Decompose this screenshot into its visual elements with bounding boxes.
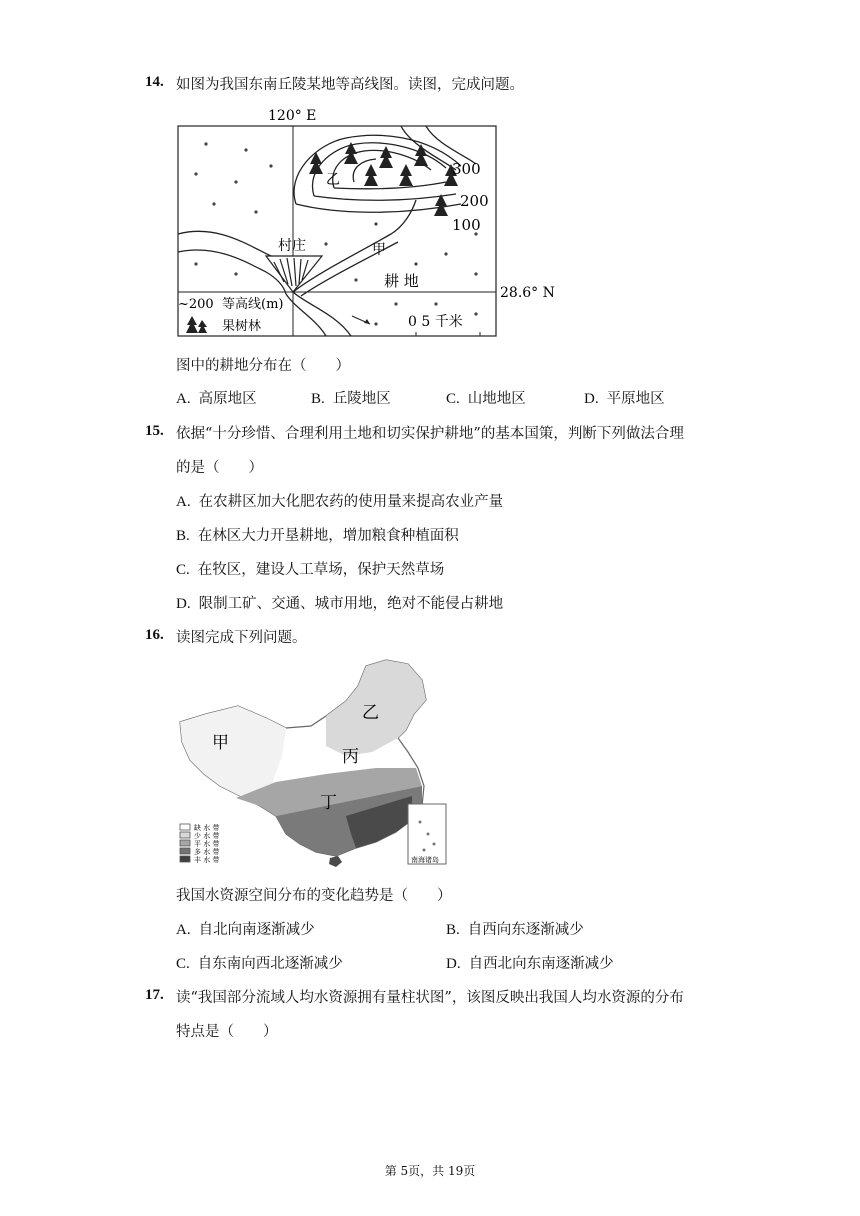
region-ding-label: 丁 [320, 793, 337, 813]
legend-contour-value: ~200 [178, 297, 214, 312]
legend-swatch-4 [180, 848, 190, 854]
q14-stem: 如图为我国东南丘陵某地等高线图。读图，完成问题。 [176, 77, 524, 93]
q14-option-c[interactable]: C. 山地地区 [446, 391, 526, 407]
region-jia-label: 甲 [212, 733, 229, 753]
q15-option-b[interactable]: B. 在林区大力开垦耕地，增加粮食种植面积 [176, 528, 459, 544]
q15-number: 15. [145, 423, 164, 439]
legend-label-1: 缺 水 带 [194, 824, 220, 832]
q17-stem-line2: 特点是（ ） [176, 1024, 278, 1040]
q17-stem-line1: 读“我国部分流域人均水资源拥有量柱状图”，该图反映出我国人均水资源的分布 [176, 990, 684, 1006]
q15-option-c[interactable]: C. 在牧区，建设人工草场，保护天然草场 [176, 562, 445, 578]
q16-water-map [176, 656, 456, 870]
scale-label: 0 5 千米 [408, 314, 463, 330]
q14-option-a[interactable]: A. 高原地区 [176, 391, 257, 407]
q14-question: 图中的耕地分布在（ ） [176, 358, 350, 374]
legend-orchard-label: 果树林 [222, 319, 262, 334]
q15-option-d[interactable]: D. 限制工矿、交通、城市用地，绝对不能侵占耕地 [176, 596, 504, 612]
q15-option-a[interactable]: A. 在农耕区加大化肥农药的使用量来提高农业产量 [176, 494, 504, 510]
inset-label: 南海诸岛 [411, 856, 439, 864]
legend-label-4: 多 水 带 [194, 848, 220, 856]
q14-option-d[interactable]: D. 平原地区 [584, 391, 665, 407]
q16-option-d[interactable]: D. 自西北向东南逐渐减少 [446, 956, 614, 972]
contour-200-label: 200 [460, 192, 489, 210]
page-footer: 第 5页，共 19页 [384, 1164, 476, 1178]
latitude-label: 28.6° N [500, 285, 555, 301]
q16-number: 16. [145, 627, 164, 643]
point-jia-label: 甲 [372, 242, 386, 258]
q16-option-b[interactable]: B. 自西向东逐渐减少 [446, 922, 584, 938]
q14-number: 14. [145, 74, 164, 90]
q14-option-b[interactable]: B. 丘陵地区 [311, 391, 391, 407]
q16-option-c[interactable]: C. 自东南向西北逐渐减少 [176, 956, 343, 972]
legend-contour-label: 等高线(m) [222, 297, 284, 312]
water-legend [180, 823, 219, 864]
legend-swatch-2 [180, 832, 190, 838]
q16-stem: 读图完成下列问题。 [176, 630, 307, 646]
legend-label-3: 平 水 带 [194, 840, 220, 848]
q16-option-a[interactable]: A. 自北向南逐渐减少 [176, 922, 315, 938]
legend-label-5: 丰 水 带 [194, 856, 220, 864]
point-yi-label: 乙 [326, 172, 340, 188]
legend-swatch-5 [180, 856, 190, 862]
contour-100-label: 100 [452, 216, 481, 234]
village-label: 村庄 [278, 238, 306, 254]
q16-question: 我国水资源空间分布的变化趋势是（ ） [176, 888, 452, 904]
q15-stem-line1: 依据“十分珍惜、合理利用土地和切实保护耕地”的基本国策，判断下列做法合理 [176, 426, 684, 442]
farmland-label: 耕 地 [384, 272, 419, 290]
longitude-label: 120° E [268, 108, 317, 124]
legend-label-2: 少 水 带 [194, 832, 220, 840]
legend-swatch-1 [180, 824, 190, 830]
q17-number: 17. [145, 987, 164, 1003]
region-yi-label: 乙 [362, 703, 379, 723]
region-bing-label: 丙 [342, 747, 359, 767]
contour-300-label: 300 [452, 160, 481, 178]
q14-contour-map [176, 104, 555, 340]
q15-stem-line2: 的是（ ） [176, 460, 263, 476]
legend-swatch-3 [180, 840, 190, 846]
